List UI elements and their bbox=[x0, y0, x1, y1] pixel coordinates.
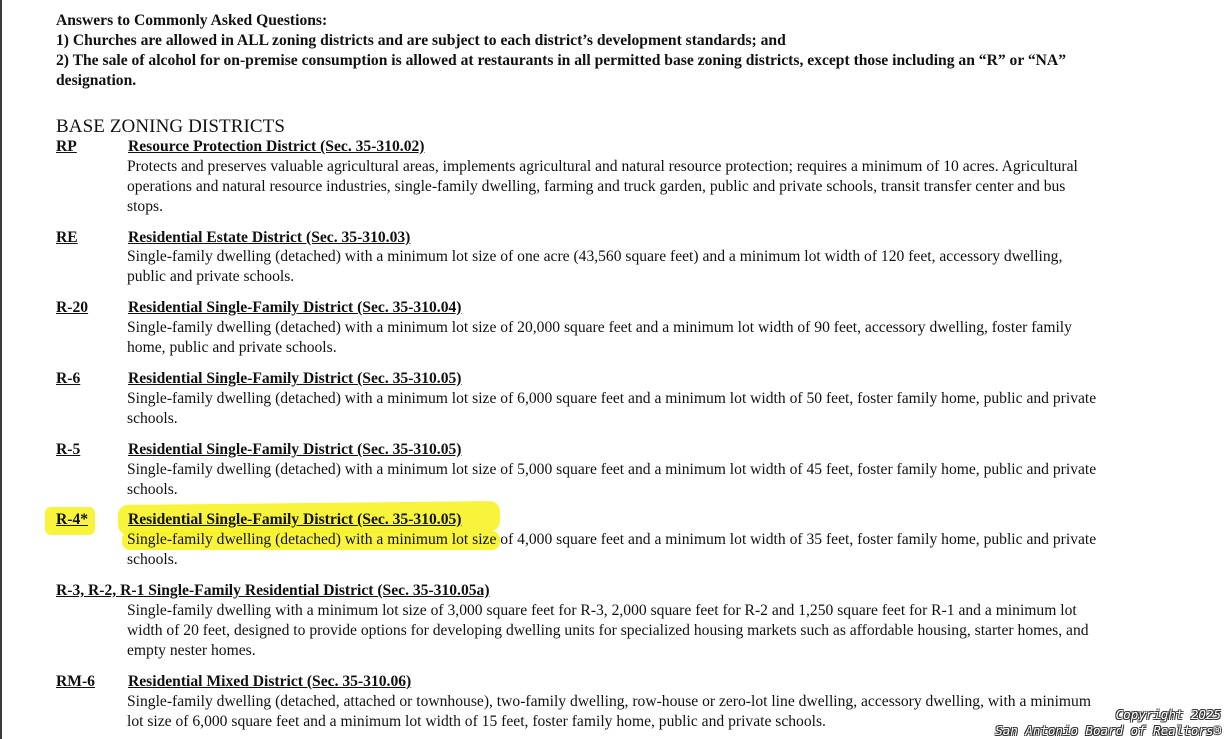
district-code-r5: R-5 bbox=[56, 441, 81, 458]
district-code-re: RE bbox=[56, 229, 78, 246]
description-line: schools. bbox=[127, 410, 178, 428]
answers-title: Answers to Commonly Asked Questions: bbox=[56, 12, 328, 29]
district-heading-rm6: Residential Mixed District (Sec. 35-310.06) bbox=[128, 673, 412, 690]
district-heading-rp: Resource Protection District (Sec. 35-310.02) bbox=[128, 138, 425, 155]
description-line: public and private schools. bbox=[127, 268, 295, 286]
district-heading-r4: Residential Single-Family District (Sec. 35-310.05) bbox=[128, 511, 462, 528]
description-line: Protects and preserves valuable agricultural areas, implements agricultural and natural resource protection; requires a minimum of 10 acres. Agricultural bbox=[127, 158, 1078, 175]
description-line: home, public and private schools. bbox=[127, 339, 337, 357]
description-line: Single-family dwelling (detached, attached or townhouse), two-family dwelling, row-house or zero-lot line dwelling, accessory dwelling, with a minimum bbox=[127, 693, 1091, 710]
description-line: empty nester homes. bbox=[127, 642, 256, 660]
copyright-watermark: Copyright 2025 bbox=[1115, 707, 1221, 722]
district-heading-r5: Residential Single-Family District (Sec. 35-310.05) bbox=[128, 441, 462, 458]
district-heading-r20: Residential Single-Family District (Sec. 35-310.04) bbox=[128, 299, 462, 316]
description-line: Single-family dwelling (detached) with a minimum lot size of 4,000 square feet and a minimum lot width of 35 feet, foster family home, public and private bbox=[127, 531, 1097, 548]
description-line: Single-family dwelling with a minimum lot size of 3,000 square feet for R-3, 2,000 square feet for R-2 and 1,250 square feet for R-1 and a minimum lot bbox=[127, 602, 1077, 619]
district-code-rp: RP bbox=[56, 138, 77, 155]
page-left-border bbox=[0, 0, 2, 739]
description-line: schools. bbox=[127, 481, 178, 499]
district-heading-r6: Residential Single-Family District (Sec. 35-310.05) bbox=[128, 370, 462, 387]
answers-item-2-continued: designation. bbox=[56, 72, 137, 89]
district-description-r6 bbox=[127, 389, 1197, 429]
district-description-re bbox=[127, 247, 1197, 287]
district-code-r6: R-6 bbox=[56, 370, 81, 387]
answers-item-2: 2) The sale of alcohol for on-premise consumption is allowed at restaurants in all permitted base zoning districts, except those including an “R” or “NA” bbox=[56, 52, 1066, 69]
answers-block bbox=[56, 11, 1206, 91]
district-description-r3-r2-r1 bbox=[127, 601, 1197, 662]
description-line: stops. bbox=[127, 198, 163, 216]
description-line: Single-family dwelling (detached) with a minimum lot size of 20,000 square feet and a minimum lot width of 90 feet, accessory dwelling, foster family bbox=[127, 319, 1072, 336]
district-description-r5 bbox=[127, 460, 1197, 500]
section-title: BASE ZONING DISTRICTS bbox=[56, 116, 286, 137]
description-line: operations and natural resource industries, single-family dwelling, farming and truck garden, public and private schools, transit transfer center and bus bbox=[127, 178, 1066, 196]
district-description-rp bbox=[127, 157, 1197, 218]
description-line: width of 20 feet, designed to provide options for developing dwelling units for specialized housing markets such as affordable housing, starter homes, and bbox=[127, 622, 1089, 640]
answers-item-1: 1) Churches are allowed in ALL zoning districts and are subject to each district’s development standards; and bbox=[56, 32, 786, 49]
district-code-r20: R-20 bbox=[56, 299, 89, 316]
description-line: Single-family dwelling (detached) with a minimum lot size of 5,000 square feet and a minimum lot width of 45 feet, foster family home, public and private bbox=[127, 461, 1097, 478]
description-line: Single-family dwelling (detached) with a minimum lot size of 6,000 square feet and a minimum lot width of 50 feet, foster family home, public and private bbox=[127, 390, 1097, 407]
description-line: Single-family dwelling (detached) with a minimum lot size of one acre (43,560 square feet) and a minimum lot width of 120 feet, accessory dwelling, bbox=[127, 248, 1063, 265]
realtors-watermark: San Antonio Board of Realtors® bbox=[995, 723, 1221, 738]
district-code-rm6: RM-6 bbox=[56, 673, 95, 690]
district-description-r4 bbox=[127, 530, 1197, 570]
district-code-r4: R-4* bbox=[56, 511, 89, 528]
district-description-r20 bbox=[127, 318, 1197, 358]
description-line: schools. bbox=[127, 551, 178, 569]
district-heading-r3-r2-r1: R-3, R-2, R-1 Single-Family Residential District (Sec. 35-310.05a) bbox=[56, 582, 490, 599]
district-heading-re: Residential Estate District (Sec. 35-310.03) bbox=[128, 229, 411, 246]
description-line: lot size of 6,000 square feet and a minimum lot width of 15 feet, foster family home, public and private schools. bbox=[127, 713, 826, 731]
